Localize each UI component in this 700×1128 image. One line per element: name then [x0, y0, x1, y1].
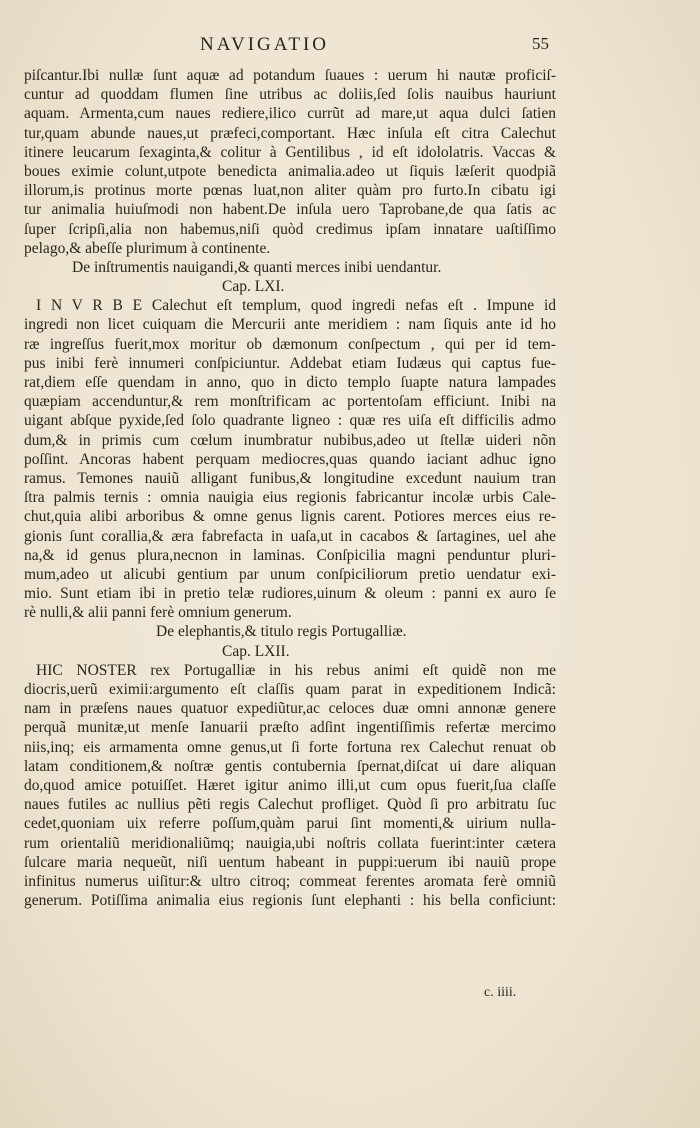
text-line: pelago,& abeſſe plurimum à continente.: [24, 239, 271, 257]
text-line: piſcantur.Ibi nullæ ſunt aquæ ad potandum ſuaues : uerum hi nautæ proficiſ-: [24, 67, 556, 84]
page-header: [0, 34, 700, 58]
chapter-number: Cap. LXII.: [222, 642, 290, 660]
text-line: illorum,is protinus morte pœnas luat,non aliter quàm pro furto.In cibatu igi: [24, 182, 556, 200]
text-line: ſuper ſcripſi,alia non habemus,niſi quòd credimus ipſam innatare uaſtiſſimo: [24, 220, 556, 238]
page-number: 55: [532, 34, 549, 53]
text-line: naues futiles ac nullius pẽti regis Calechut profliget. Quòd ſi pro arbitratu ſuc: [24, 796, 556, 814]
text-line: I N V R B E Calechut eſt templum, quod ingredi nefas eſt . Impune id: [36, 297, 556, 315]
text-line: ſulcare maria nequeũt, niſi uentum habeant in puppi:uerum ibi nauiũ prope: [24, 853, 556, 871]
text-line: rè nulli,& alii panni ferè omnium generum.: [24, 604, 292, 622]
chapter-number: Cap. LXI.: [222, 278, 285, 296]
text-line: tur,quam abunde naues,ut præfeci,comportant. Hæc inſula eſt citra Calechut: [24, 124, 556, 142]
text-line: mum,adeo ut alicubi gentium par unum conſpiciliorum pretio uendatur exi-: [24, 565, 556, 583]
text-line: quæpiam accenduntur,& rem monſtrificam ac portentoſam efficiunt. Inibi na: [24, 393, 556, 411]
text-line: do,quod amice potuiſſet. Hæret igitur animo illi,ut cum opus fuerit,ſua claſſe: [24, 776, 556, 794]
text-line: infinitus numerus uiſitur:& ultro citroq; commeat ferentes aromata ferè omniũ: [24, 872, 556, 890]
text-line: boues eximie colunt,utpote benedicta animalia.adeo ut ſiquis læſerit quodpiã: [24, 162, 556, 180]
catchword: c. iiii.: [484, 985, 517, 1000]
text-line: rat,diem eſſe quendam in anno, quo in dicto templo ſuapte natura lampades: [24, 374, 556, 391]
text-line: latam conditionem,& noſtræ gentis contubernia ſpernat,diſcat ui dare aliquan: [24, 757, 556, 775]
text-line: tur animalia huiuſmodi non habent.De inſula uero Taprobane,de qua ſatis ac: [24, 201, 556, 219]
text-line: ſtra palmis ternis : omnia nauigia eius regionis fabricantur incolæ urbis Cale-: [24, 489, 556, 507]
text-line: poſſint. Ancoras habent perquam mediocres,quas quando iaciant adhuc igno: [24, 450, 556, 468]
text-line: HIC NOSTER rex Portugalliæ in his rebus animi eſt quidẽ non me: [36, 661, 556, 679]
text-line: chut,quia alibi arboribus & omne genus lignis carent. Potiores merces eius re-: [24, 508, 556, 526]
text-line: generum. Potiſſima animalia eius regionis ſunt elephanti : his bella conficiunt:: [24, 892, 556, 910]
text-line: ingredi non licet cuiquam die Mercurii ante meridiem : nam ſiquis ante id ho: [24, 316, 556, 334]
text-line: niis,inq; eis armamenta omne genus,ut ſi forte fortuna rex Calechut renuat ob: [24, 738, 556, 756]
body-text: [24, 66, 556, 910]
text-line: cedet,quoniam uix referre poſſum,quàm parui ſint momenti,& uirium nulla-: [24, 815, 556, 833]
text-line: uigant abſque pyxide,ſed ſolo quadrante ligneo : quæ res uiſa eſt difficilis admo: [24, 412, 556, 430]
chapter-heading: De inſtrumentis nauigandi,& quanti merces inibi uendantur.: [72, 258, 442, 276]
text-line: perquã munitæ,ut menſe Ianuarii præſto adſint ingentiſſimis refertæ mercimo: [24, 719, 556, 737]
text-line: nam in præſens naues quatuor expediũtur,ac celoces duæ omni annonæ genere: [24, 700, 556, 718]
text-line: dum,& in primis cum cœlum inumbratur nubibus,adeo ut ſtellæ uideri nõn: [24, 431, 556, 449]
text-line: mio. Sunt etiam ibi in pretio telæ rudiores,uinum & oleum : panni ex auro ſe: [24, 585, 556, 603]
text-line: cuntur ad quoddam flumen ſine utribus ac doliis,ſed ſolis nauibus hauriunt: [24, 86, 556, 104]
text-line: ramus. Temones nauiũ alligant funibus,& longitudine excedunt nauium tran: [24, 469, 556, 487]
text-line: rum orientaliũ meridionaliũmq; nauigia,ubi noſtris collata fuerint:inter cætera: [24, 834, 556, 852]
text-line: gionis ſunt corallia,& æra fabrefacta in uaſa,ut in cacabos & ſartagines, uel ahe: [24, 527, 556, 545]
running-title: NAVIGATIO: [200, 34, 330, 55]
text-line: itinere leucarum ſexaginta,& colitur à Gentilibus , id eſt idololatris. Vaccas &: [24, 143, 556, 161]
text-line: pus inibi ferè innumeri conſpiciuntur. Addebat etiam Iudæus qui captus fue-: [24, 354, 556, 372]
chapter-heading: De elephantis,& titulo regis Portugalliæ.: [156, 623, 407, 641]
text-line: ræ ingreſſus fuerit,mox moritur ob dæmonum conſpectum , qui per id tem-: [24, 335, 556, 353]
text-line: diocris,uerũ eximii:argumento eſt claſſis quam parat in expeditionem Indicã:: [24, 681, 556, 698]
text-line: na,& id genus plura,necnon in laminas. Conſpicilia magni penduntur pluri-: [24, 546, 556, 564]
text-line: aquam. Armenta,cum naues rediere,ilico currũt ad mare,ut aqua dulci ſatien: [24, 105, 556, 123]
